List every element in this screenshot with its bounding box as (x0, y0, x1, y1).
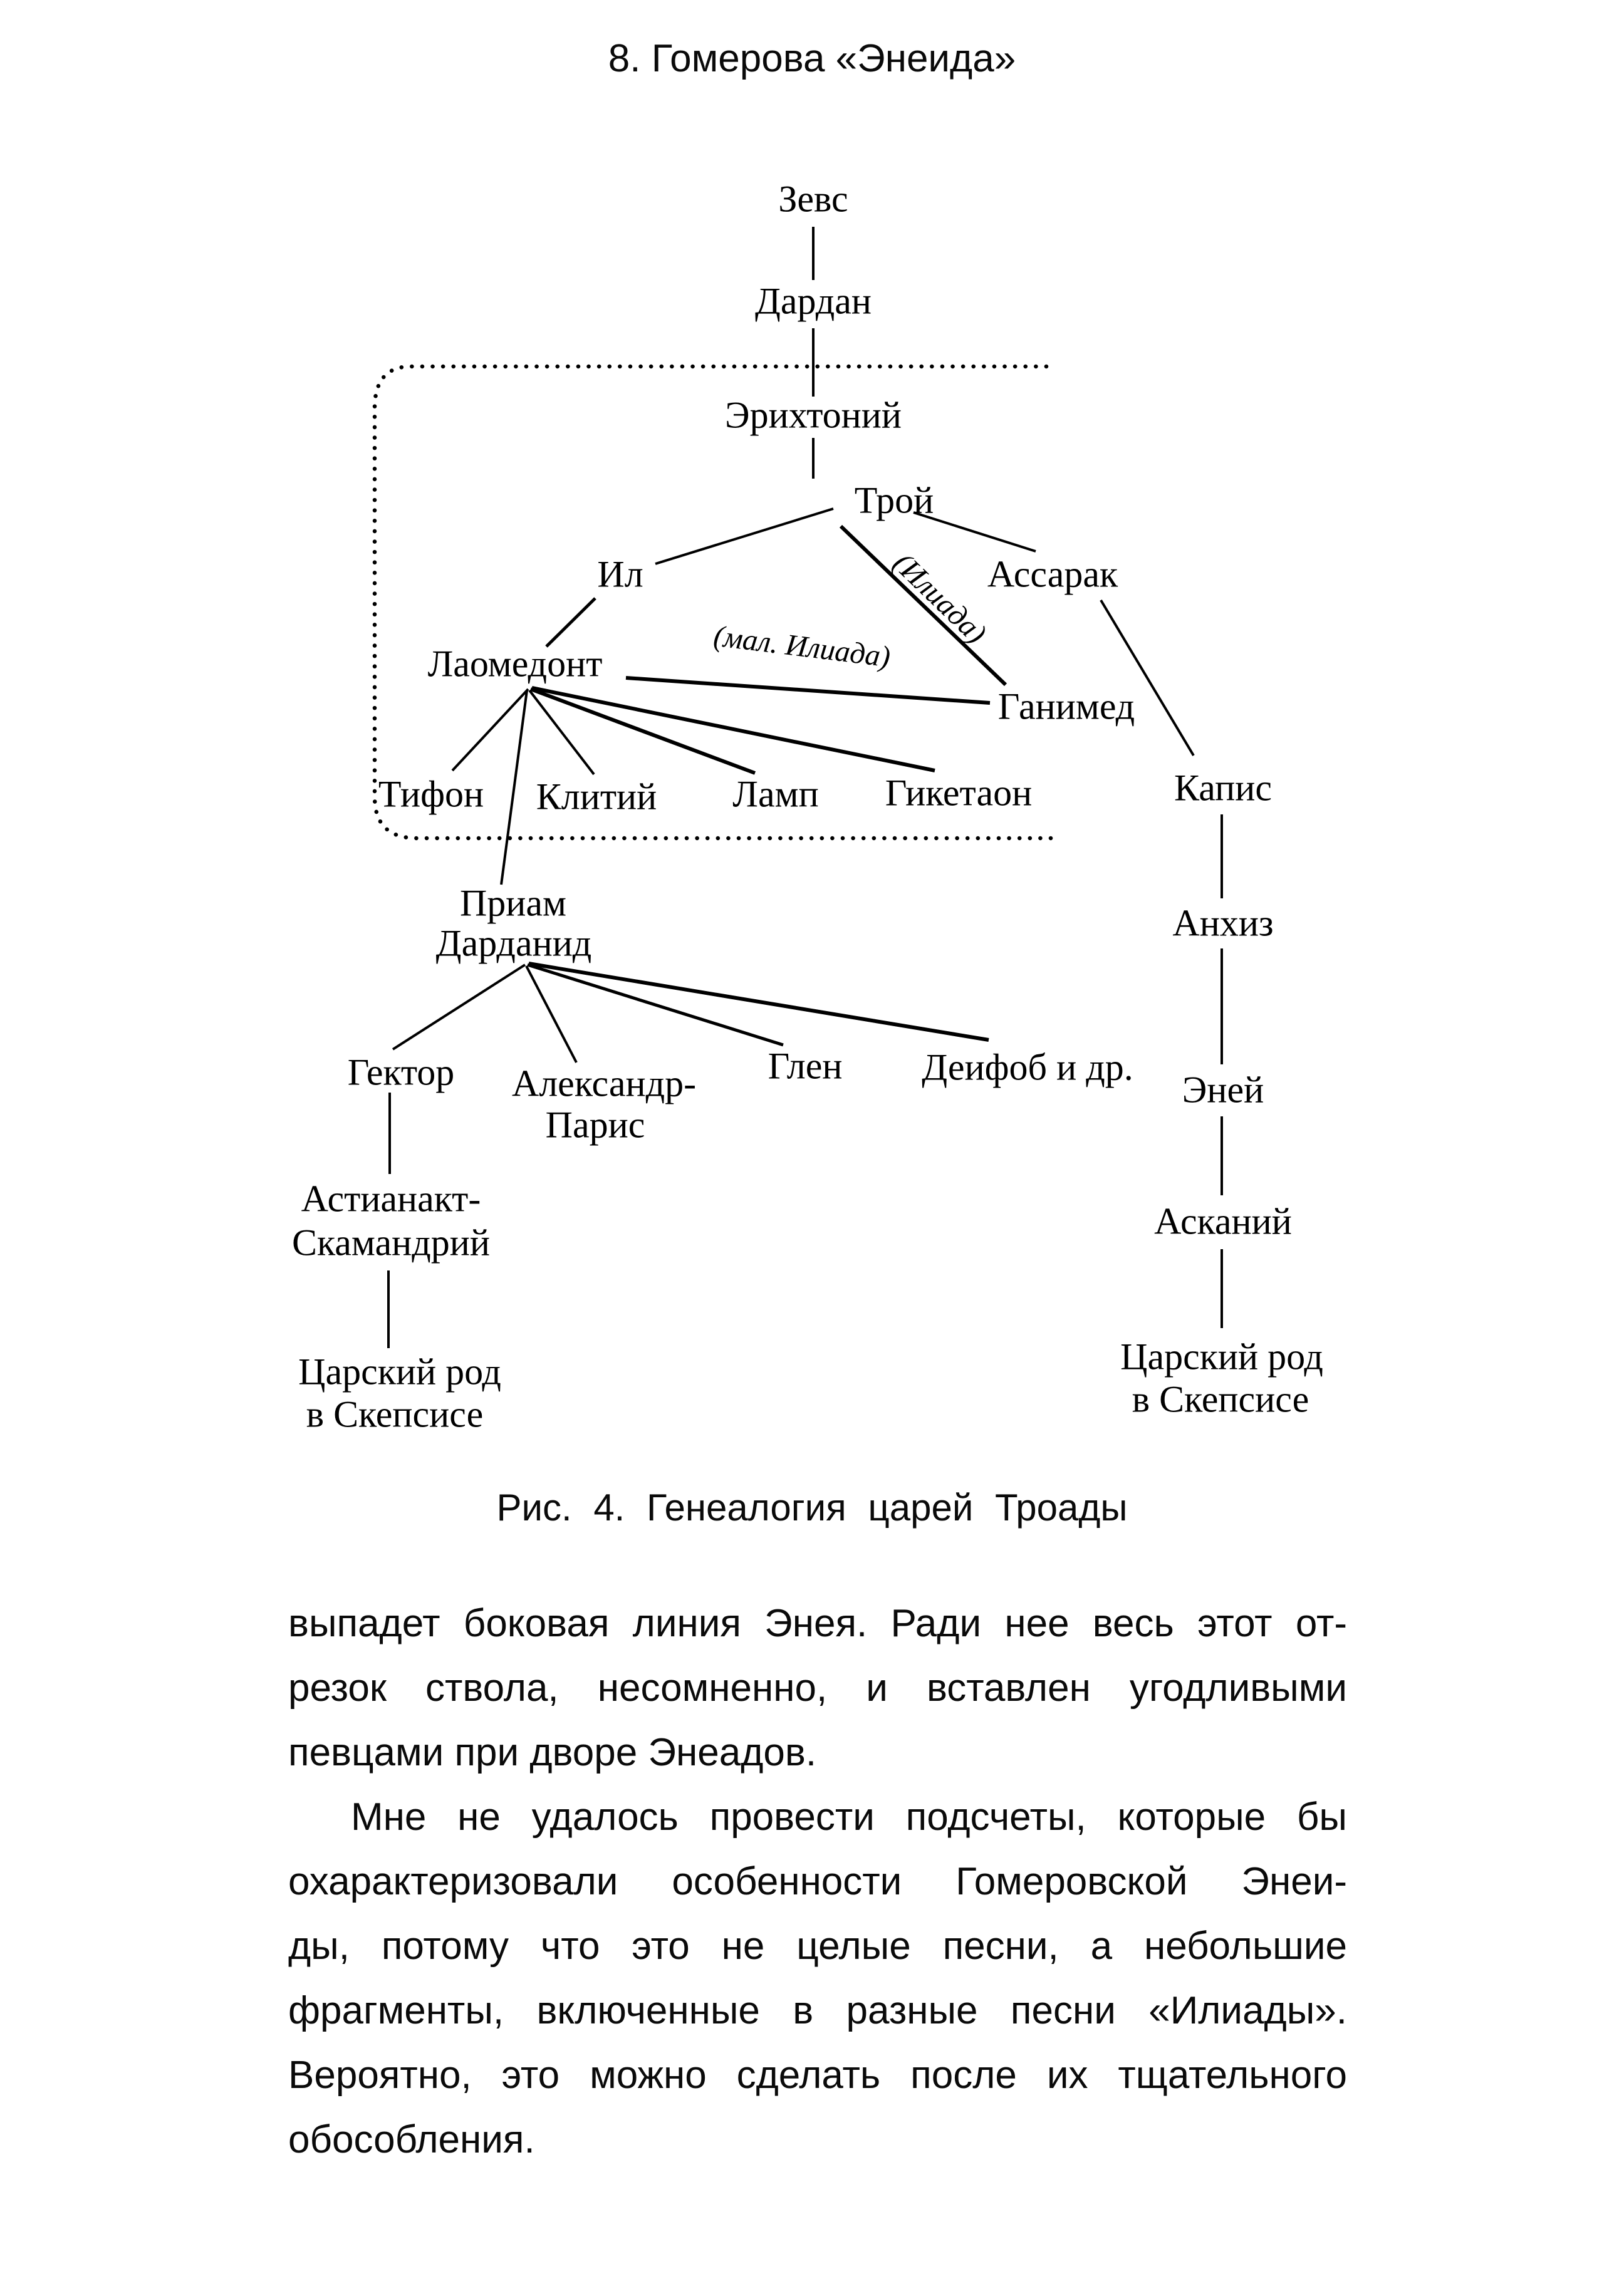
body-line: ды, потому что это не целые песни, а небольшие (288, 1925, 1347, 1968)
tree-node-royal-right-line2: в Скепсисе (1132, 1378, 1309, 1420)
tree-node-aleksandr-line2: Парис (545, 1104, 645, 1146)
tree-node-royal-left-line1: Царский род (298, 1351, 501, 1393)
edge-laomedont-priam (501, 690, 527, 885)
tree-node-royal-right-line1: Царский род (1120, 1336, 1323, 1378)
body-line: обособления. (288, 2118, 535, 2161)
body-line: резок ствола, несомненно, и вставлен угодливыми (288, 1666, 1347, 1710)
body-line: Вероятно, это можно сделать после их тщательного (288, 2054, 1347, 2097)
tree-node-deifob: Деифоб и др. (922, 1046, 1133, 1088)
edge-laomedont-ganimed (626, 678, 990, 703)
tree-node-aleksandr-line1: Александр- (511, 1062, 697, 1104)
tree-node-ganimed: Ганимед (997, 685, 1135, 727)
tree-node-royal-left-line2: в Скепсисе (306, 1393, 484, 1435)
edge-laomedont-klitiy (529, 690, 594, 774)
edge-priam-aleksandr (526, 966, 576, 1062)
tree-node-zeus: Зевс (778, 178, 848, 220)
body-line: певцами при дворе Энеадов. (288, 1731, 817, 1774)
edge-priam-deifob (529, 964, 989, 1040)
tree-node-dardan: Дардан (754, 280, 872, 322)
edge-label-iliada: (Илиада) (887, 546, 993, 650)
figure-caption: Рис. 4. Генеалогия царей Троады (496, 1487, 1128, 1529)
body-line: фрагменты, включенные в разные песни «Илиады». (288, 1989, 1347, 2032)
tree-node-lamp: Ламп (732, 773, 819, 815)
tree-node-glen: Глен (768, 1045, 843, 1087)
tree-node-erichthonios: Эрихтоний (725, 394, 902, 436)
edge-label-mal-iliada: (мал. Илиада) (712, 619, 892, 674)
tree-node-eney: Эней (1182, 1069, 1264, 1111)
page-header: 8. Гомерова «Энеида» (608, 37, 1016, 80)
body-line: охарактеризовали особенности Гомеровской Энеи- (288, 1860, 1347, 1903)
tree-node-askaniy: Асканий (1154, 1200, 1292, 1242)
tree-node-tifon: Тифон (378, 773, 484, 815)
edge-il-laomedont (546, 598, 595, 647)
edge-tros-il (655, 509, 833, 564)
edge-priam-gektor (393, 965, 525, 1049)
tree-node-il: Ил (597, 553, 643, 595)
edge-priam-glen (528, 965, 783, 1045)
tree-node-astianakt-line1: Астианакт- (301, 1178, 481, 1220)
tree-node-assarak: Ассарак (987, 553, 1118, 595)
body-text (288, 1591, 1347, 2172)
body-line: Мне не удалось провести подсчеты, которые бы (351, 1795, 1347, 1839)
tree-node-tros: Трой (854, 479, 934, 521)
tree-node-kapis: Капис (1174, 767, 1272, 809)
tree-node-priam-line1: Приам (459, 882, 567, 924)
edge-assarak-kapis (1101, 600, 1194, 756)
tree-node-astianakt-line2: Скамандрий (292, 1222, 490, 1264)
tree-node-gektor: Гектор (347, 1051, 455, 1093)
edge-laomedont-lamp (531, 689, 755, 773)
tree-node-priam-line2: Дарданид (435, 922, 592, 964)
edge-laomedont-giketaon (532, 688, 935, 771)
tree-node-klitiy: Клитий (536, 776, 657, 818)
tree-node-anhiz: Анхиз (1172, 902, 1274, 944)
body-line: выпадет боковая линия Энея. Ради нее весь этот от- (288, 1602, 1347, 1645)
tree-node-laomedont: Лаомедонт (427, 643, 603, 685)
tree-node-giketaon: Гикетаон (885, 772, 1033, 814)
